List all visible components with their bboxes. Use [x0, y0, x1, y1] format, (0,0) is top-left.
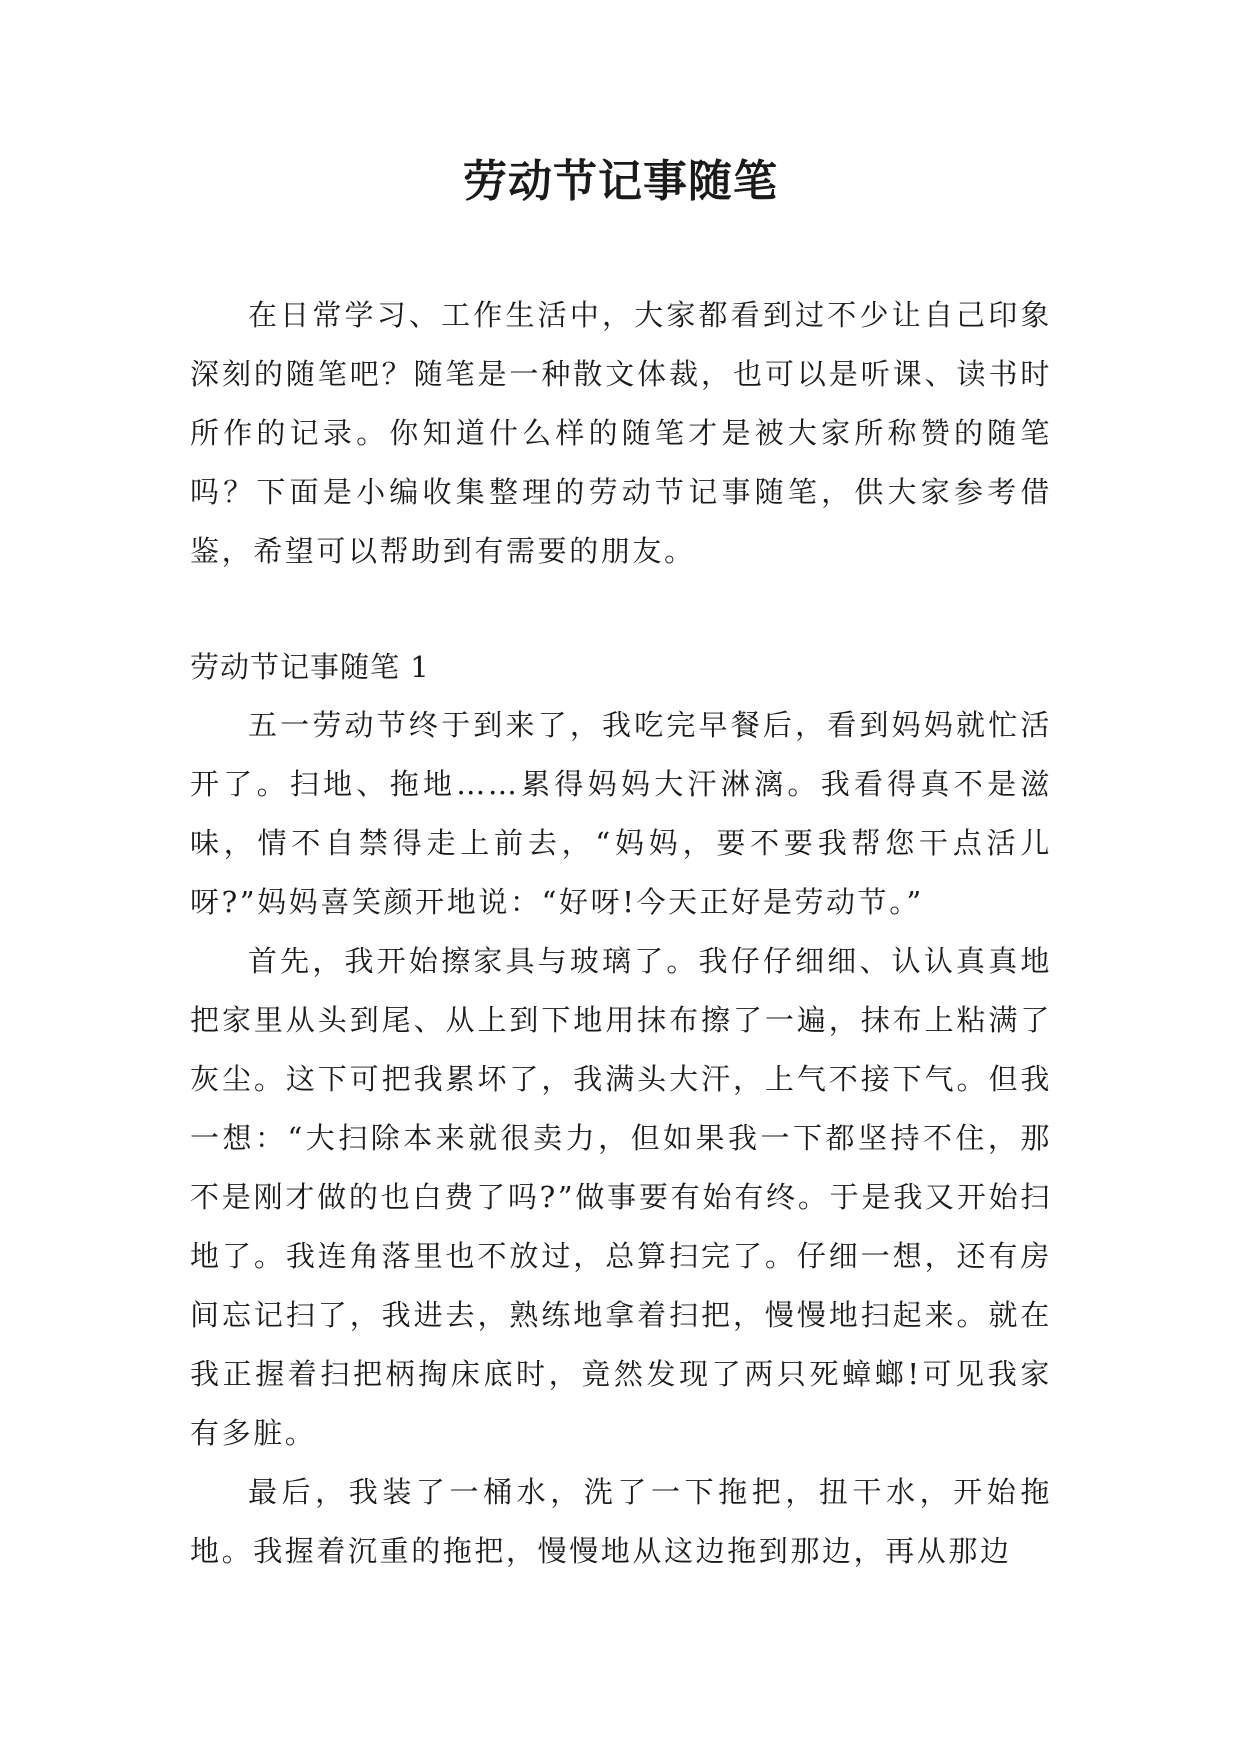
section-heading-block: [190, 638, 1052, 697]
body-paragraph: 首先，我开始擦家具与玻璃了。我仔仔细细、认认真真地把家里从头到尾、从上到下地用抹布擦了一遍，抹布上粘满了灰尘。这下可把我累坏了，我满头大汗，上气不接下气。但我一想：“大扫除本来就很卖力，但如果我一下都坚持不住，那不是刚才做的也白费了吗?”做事要有始有终。于是我又开始扫地了。我连角落里也不放过，总算扫完了。仔细一想，还有房间忘记扫了，我进去，熟练地拿着扫把，慢慢地扫起来。就在我正握着扫把柄掏床底时，竟然发现了两只死蟑螂!可见我家有多脏。: [190, 944, 1052, 1450]
intro-paragraph: 在日常学习、工作生活中，大家都看到过不少让自己印象深刻的随笔吧？随笔是一种散文体裁，也可以是听课、读书时所作的记录。你知道什么样的随笔才是被大家所称赞的随笔吗？下面是小编收集整理的劳动节记事随笔，供大家参考借鉴，希望可以帮助到有需要的朋友。: [190, 298, 1052, 568]
section-body: [190, 696, 1052, 1581]
document-title: 劳动节记事随笔: [463, 156, 778, 207]
intro-section: [190, 286, 1052, 581]
body-paragraph: 五一劳动节终于到来了，我吃完早餐后，看到妈妈就忙活开了。扫地、拖地……累得妈妈大汗淋漓。我看得真不是滋味，情不自禁得走上前去，“妈妈，要不要我帮您干点活儿呀?”妈妈喜笑颜开地说：“好呀!今天正好是劳动节。”: [190, 708, 1052, 919]
body-paragraph: 最后，我装了一桶水，洗了一下拖把，扭干水，开始拖地。我握着沉重的拖把，慢慢地从这边拖到那边，再从那边: [190, 1475, 1052, 1568]
section-heading: 劳动节记事随笔 1: [190, 650, 430, 684]
